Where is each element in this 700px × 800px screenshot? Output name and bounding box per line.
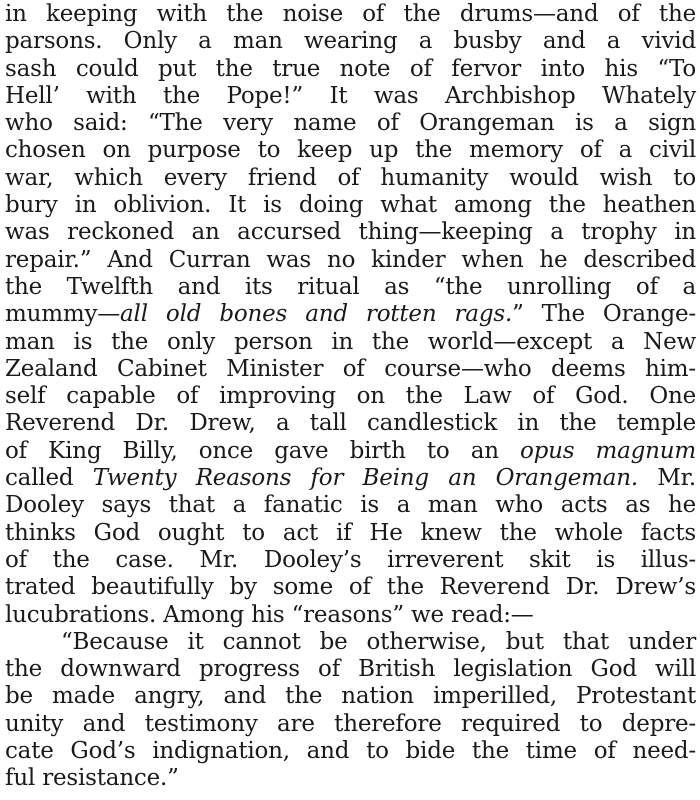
text-line — [5, 438, 696, 465]
italic-book-title: Twenty Reasons for Being an Orangeman. — [92, 465, 638, 492]
text-line: parsons. Only a man wearing a busby and a vivid — [5, 28, 696, 55]
text-line: Zealand Cabinet Minister of course—who deems him- — [5, 355, 696, 382]
text-line: unity and testimony are therefore required to depre- — [5, 710, 696, 737]
text-line: the downward progress of British legislation God will — [5, 656, 696, 683]
text-line: war, which every friend of humanity would wish to — [5, 164, 696, 191]
text-line: was reckoned an accursed thing—keeping a trophy in — [5, 219, 696, 246]
text-fragment: ” The Orange- — [512, 301, 696, 328]
text-line: the Twelfth and its ritual as “the unrolling of a — [5, 273, 696, 300]
text-line: of the case. Mr. Dooley’s irreverent skit is illus- — [5, 546, 696, 573]
text-line: cate God’s indignation, and to bide the time of need- — [5, 738, 696, 765]
text-line — [5, 465, 696, 492]
text-line: bury in oblivion. It is doing what among the heathen — [5, 192, 696, 219]
text-line: be made angry, and the nation imperilled, Protestant — [5, 683, 696, 710]
text-fragment: mummy— — [5, 301, 121, 328]
text-line: who said: “The very name of Orangeman is a sign — [5, 110, 696, 137]
text-line: sash could put the true note of fervor into his “To — [5, 55, 696, 82]
text-fragment: Mr. — [637, 465, 696, 492]
text-line: thinks God ought to act if He knew the whole facts — [5, 519, 696, 546]
text-line: “Because it cannot be otherwise, but that under — [61, 628, 696, 655]
text-line: Dooley says that a fanatic is a man who acts as he — [5, 492, 696, 519]
paragraph-1 — [5, 1, 696, 629]
text-line: self capable of improving on the Law of God. One — [5, 383, 696, 410]
text-line: Reverend Dr. Drew, a tall candlestick in the temple — [5, 410, 696, 437]
text-line: trated beautifully by some of the Reverend Dr. Drew’s — [5, 574, 696, 601]
italic-quote: all old bones and rotten rags. — [120, 301, 513, 328]
text-fragment: of King Billy, once gave birth to an — [5, 437, 520, 464]
paragraph-2 — [5, 629, 696, 793]
text-fragment: called — [5, 465, 93, 492]
text-line: ful resistance.” — [5, 765, 179, 792]
text-line: Hell’ with the Pope!” It was Archbishop Whately — [5, 82, 696, 109]
text-line: chosen on purpose to keep up the memory of a civil — [5, 137, 696, 164]
italic-term: opus magnum — [519, 437, 696, 464]
text-line: repair.” And Curran was no kinder when he described — [5, 246, 696, 273]
text-line — [5, 301, 696, 328]
text-line: lucubrations. Among his “reasons” we read:— — [5, 601, 534, 628]
text-line: in keeping with the noise of the drums—and of the — [5, 1, 696, 27]
text-line: man is the only person in the world—except a New — [5, 328, 696, 355]
